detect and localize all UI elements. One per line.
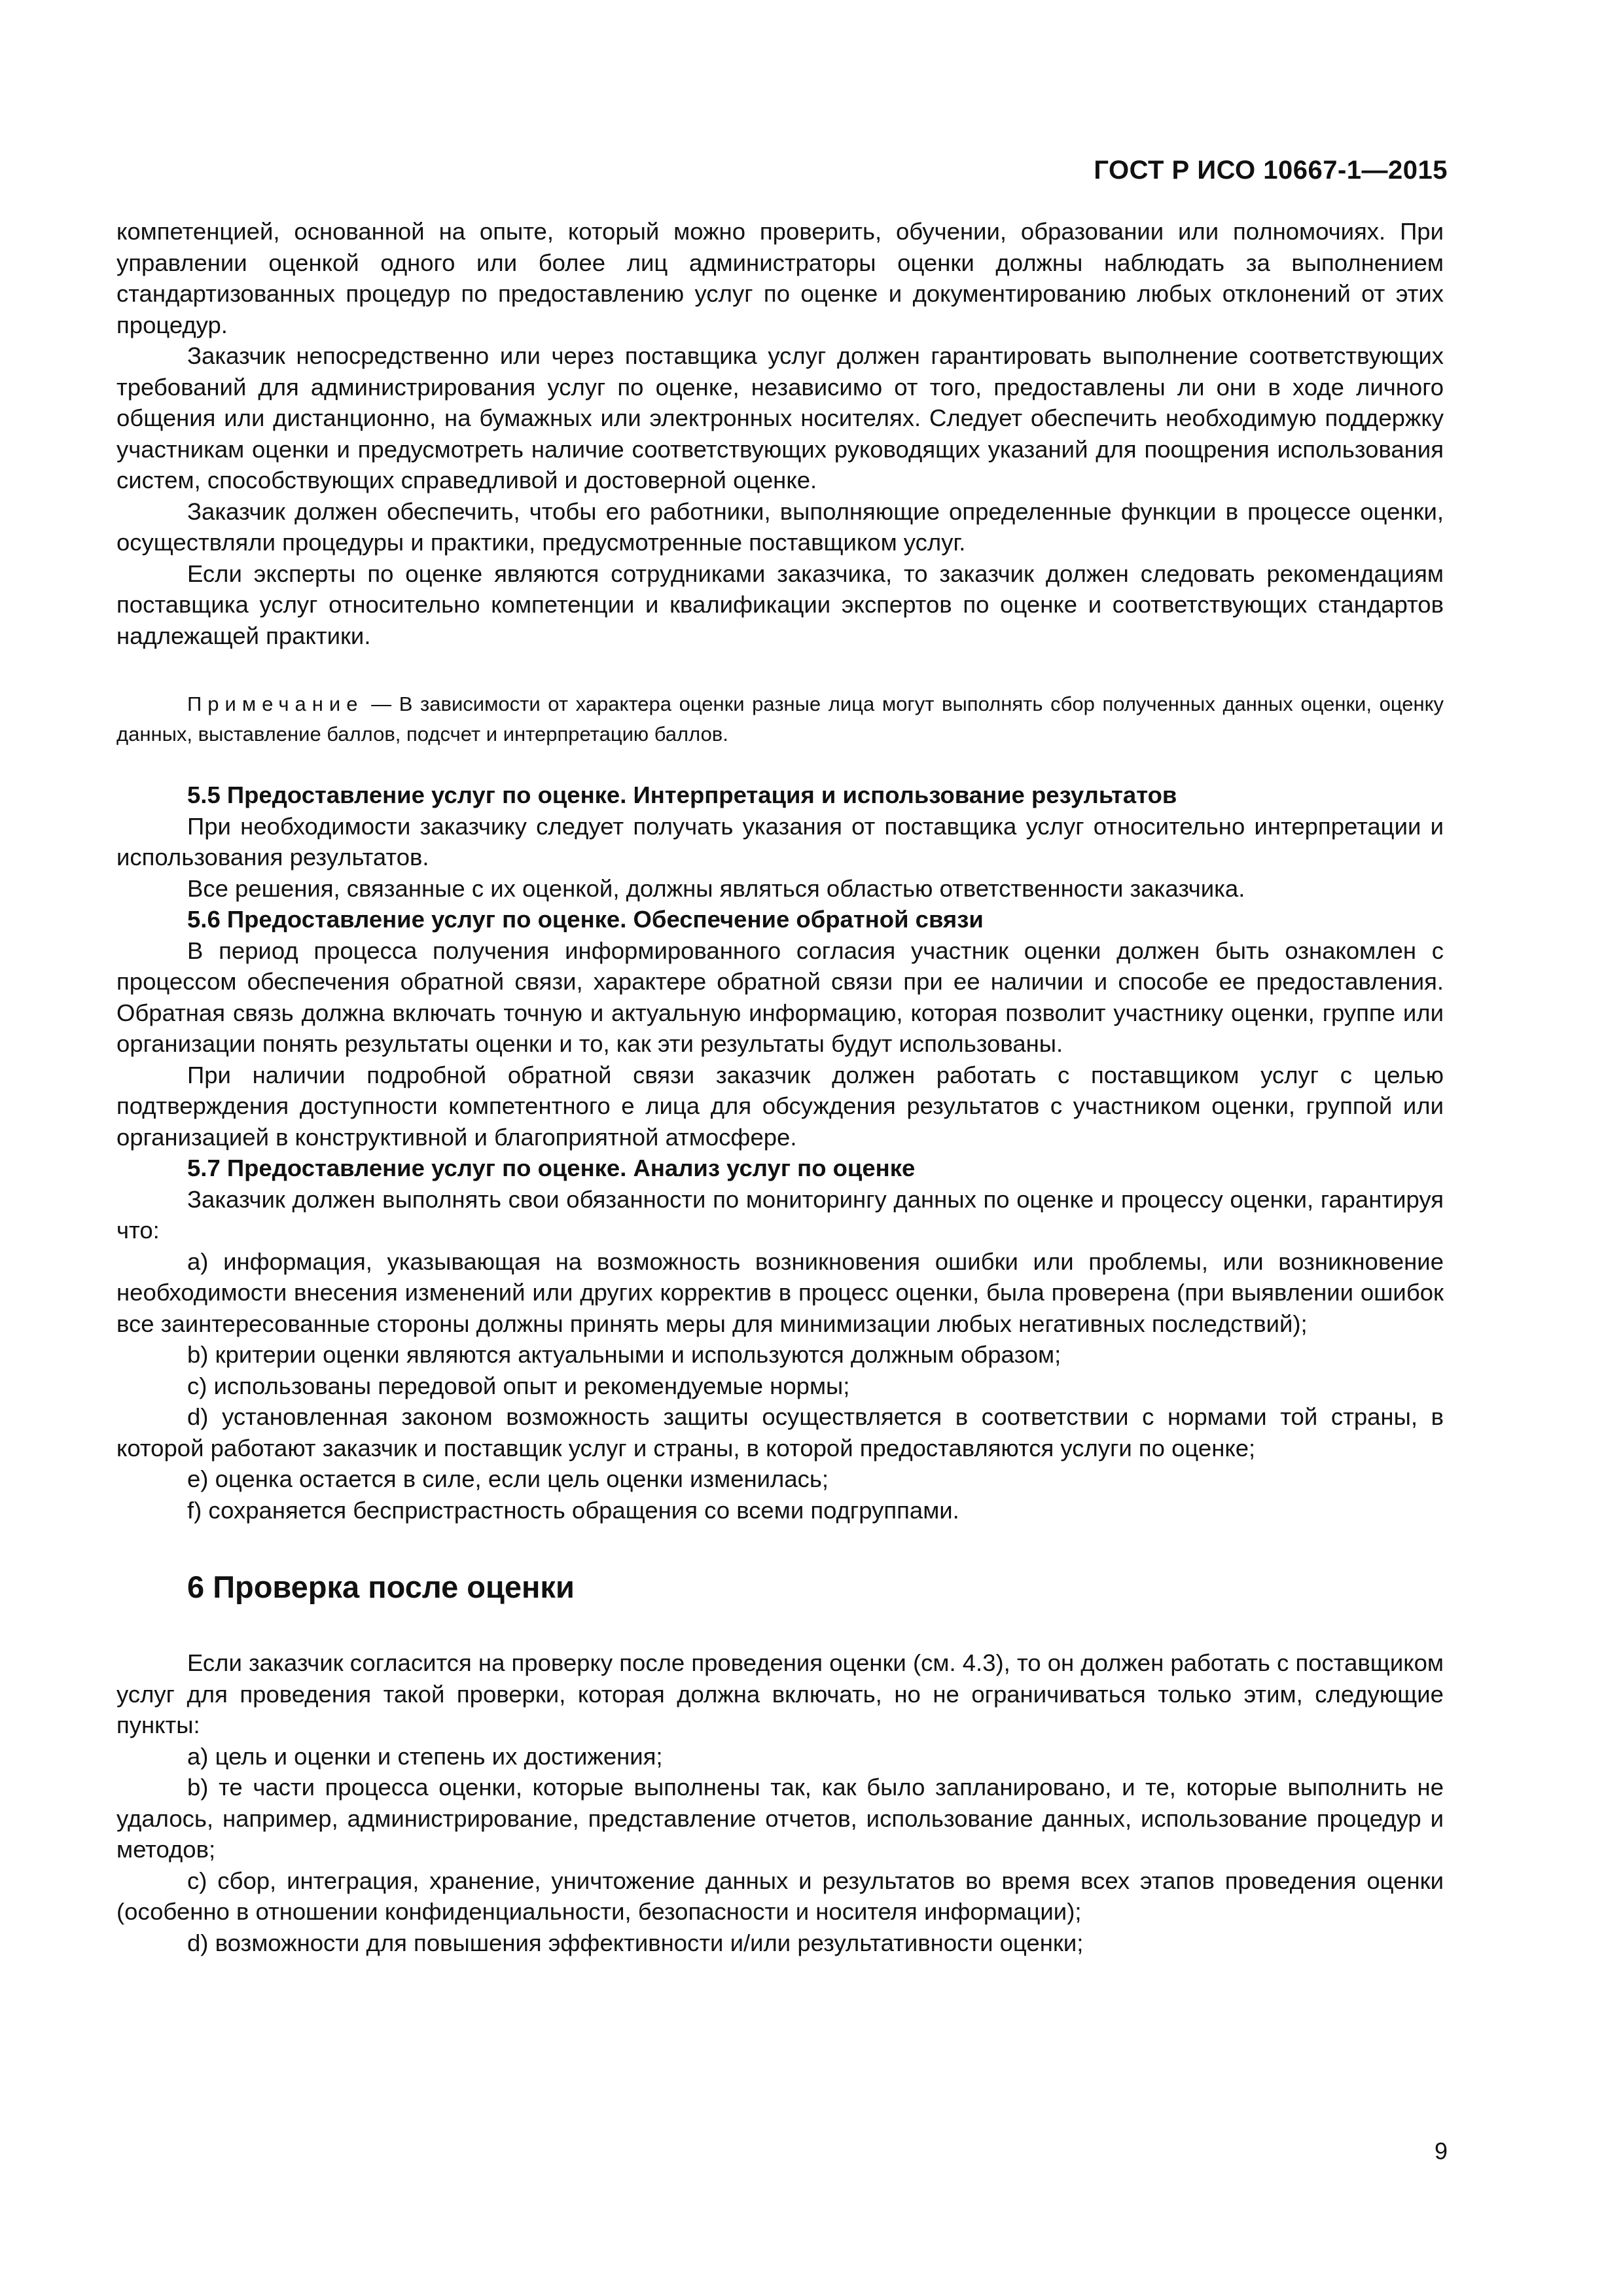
paragraph: Все решения, связанные с их оценкой, должны являться областью ответственности заказчика.: [187, 874, 1245, 902]
section-heading-6: 6 Проверка после оценки: [187, 1570, 575, 1604]
page-number: 9: [1434, 2138, 1448, 2164]
note: [116, 689, 1444, 749]
list-item: e) оценка остается в силе, если цель оценки изменилась;: [187, 1465, 829, 1492]
list-item: f) сохраняется беспристрастность обращения со всеми подгруппами.: [187, 1496, 959, 1524]
paragraph-continued: компетенцией, основанной на опыте, который можно проверить, обучении, образовании или полномочиях. При управлении оценкой одного или более лиц администраторы оценки должны наблюдать за выполнением стандартизованных процедур по предоставлению услуг по оценке и документированию любых отклонений от этих процедур.: [116, 218, 1444, 338]
note-label: Примечание: [187, 692, 364, 715]
list-item: d) установленная законом возможность защиты осуществляется в соответствии с нормами той страны, в которой работают заказчик и поставщик услуг и страны, в которой предоставляются услуги по оценке;: [116, 1403, 1444, 1462]
list-item: b) те части процесса оценки, которые выполнены так, как было запланировано, и те, которые выполнить не удалось, например, администрирование, представление отчетов, использование данных, использование процедур и методов;: [116, 1774, 1444, 1863]
list-item: b) критерии оценки являются актуальными и используются должным образом;: [187, 1341, 1061, 1368]
paragraph: Заказчик должен выполнять свои обязанности по мониторингу данных по оценке и процессу оценки, гарантируя что:: [116, 1185, 1444, 1244]
section-heading-5-7: 5.7 Предоставление услуг по оценке. Анализ услуг по оценке: [187, 1155, 916, 1181]
paragraph: При наличии подробной обратной связи заказчик должен работать с поставщиком услуг с целью подтверждения доступности компетентного е лица для обсуждения результатов с участником оценки, группой или организацией в конструктивной и благоприятной атмосфере.: [116, 1061, 1444, 1151]
list-item: c) сбор, интеграция, хранение, уничтожение данных и результатов во время всех этапов проведения оценки (особенно в отношении конфиденциальности, безопасности и носителя информации);: [116, 1867, 1444, 1925]
paragraph: В период процесса получения информированного согласия участник оценки должен быть ознакомлен с процессом обеспечения обратной связи, характере обратной связи при ее наличии и способе ее предоставления. Обратная связь должна включать точную и актуальную информацию, которая позволит участнику оценки, группе или организации понять результаты оценки и то, как эти результаты будут использованы.: [116, 937, 1444, 1057]
paragraph: Если эксперты по оценке являются сотрудниками заказчика, то заказчик должен следовать рекомендациям поставщика услуг относительно компетенции и квалификации экспертов по оценке и соответствующих стандартов надлежащей практики.: [116, 560, 1444, 649]
paragraph: Заказчик должен обеспечить, чтобы его работники, выполняющие определенные функции в процессе оценки, осуществляли процедуры и практики, предусмотренные поставщиком услуг.: [116, 497, 1444, 556]
paragraph: При необходимости заказчику следует получать указания от поставщика услуг относительно интерпретации и использования результатов.: [116, 812, 1444, 870]
page-content: [116, 216, 1444, 1958]
section-heading-5-5: 5.5 Предоставление услуг по оценке. Интерпретация и использование результатов: [187, 781, 1177, 808]
list-item: c) использованы передовой опыт и рекомендуемые нормы;: [187, 1372, 850, 1399]
section-heading-5-6: 5.6 Предоставление услуг по оценке. Обеспечение обратной связи: [187, 906, 984, 933]
note-text: — В зависимости от характера оценки разные лица могут выполнять сбор полученных данных оценки, оценку данных, выставление баллов, подсчет и интерпретацию баллов.: [116, 692, 1444, 745]
document-id-header: ГОСТ Р ИСО 10667-1—2015: [1094, 156, 1448, 185]
list-item: d) возможности для повышения эффективности и/или результативности оценки;: [187, 1929, 1084, 1956]
paragraph: Заказчик непосредственно или через поставщика услуг должен гарантировать выполнение соответствующих требований для администрирования услуг по оценке, независимо от того, предоставлены ли они в ходе личного общения или дистанционно, на бумажных или электронных носителях. Следует обеспечить необходимую поддержку участникам оценки и предусмотреть наличие соответствующих руководящих указаний для поощрения использования систем, способствующих справедливой и достоверной оценке.: [116, 342, 1444, 493]
list-item: a) информация, указывающая на возможность возникновения ошибки или проблемы, или возникновение необходимости внесения изменений или других корректив в процесс оценки, была проверена (при выявлении ошибок все заинтересованные стороны должны принять меры для минимизации любых негативных последствий);: [116, 1247, 1444, 1337]
list-item: a) цель и оценки и степень их достижения;: [187, 1742, 663, 1770]
paragraph: Если заказчик согласится на проверку после проведения оценки (см. 4.3), то он должен работать с поставщиком услуг для проведения такой проверки, которая должна включать, но не ограничиваться только этим, следующие пункты:: [116, 1649, 1444, 1738]
